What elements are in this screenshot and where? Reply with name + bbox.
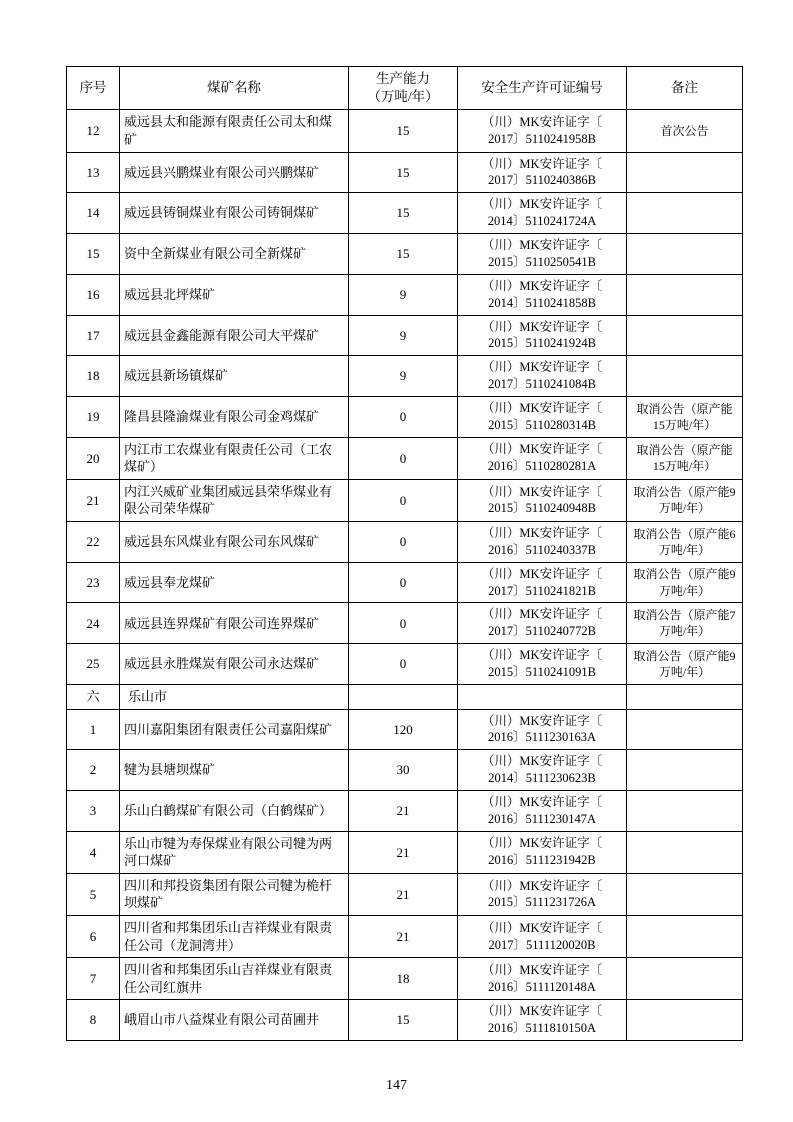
safety-license-number bbox=[458, 831, 627, 873]
license-line2: 2015〕5110280314B bbox=[488, 417, 596, 432]
row-index: 4 bbox=[67, 831, 120, 873]
row-index: 20 bbox=[67, 437, 120, 479]
table-row bbox=[67, 193, 743, 234]
table-row bbox=[67, 397, 743, 438]
mine-name: 资中全新煤业有限公司全新煤矿 bbox=[120, 234, 349, 275]
table-row bbox=[67, 521, 743, 562]
mine-name: 峨眉山市八益煤业有限公司苗圃井 bbox=[120, 1000, 349, 1041]
remark: 取消公告（原产能9万吨/年） bbox=[627, 479, 743, 521]
production-capacity: 120 bbox=[349, 709, 458, 750]
production-capacity: 30 bbox=[349, 750, 458, 791]
license-line2: 2017〕5110240386B bbox=[488, 173, 596, 188]
safety-license-number bbox=[458, 644, 627, 685]
row-index: 2 bbox=[67, 750, 120, 791]
row-index: 16 bbox=[67, 274, 120, 315]
remark: 取消公告（原产能15万吨/年） bbox=[627, 437, 743, 479]
license-line1: （川）MK安许证字〔 bbox=[481, 607, 603, 622]
remark bbox=[627, 356, 743, 397]
license-line1: （川）MK安许证字〔 bbox=[481, 795, 603, 810]
license-line2: 2017〕5110241958B bbox=[488, 131, 596, 146]
remark bbox=[627, 831, 743, 873]
safety-license-number bbox=[458, 152, 627, 193]
safety-license-number bbox=[458, 397, 627, 438]
production-capacity: 21 bbox=[349, 873, 458, 915]
mine-name: 威远县连界煤矿有限公司连界煤矿 bbox=[120, 603, 349, 644]
safety-license-number bbox=[458, 750, 627, 791]
safety-license-number bbox=[458, 110, 627, 152]
license-line2: 2015〕5110240948B bbox=[488, 501, 596, 516]
row-index: 7 bbox=[67, 958, 120, 1000]
safety-license-number bbox=[458, 437, 627, 479]
row-index: 23 bbox=[67, 562, 120, 603]
mine-name: 乐山市犍为寿保煤业有限公司犍为两河口煤矿 bbox=[120, 831, 349, 873]
column-header-name: 煤矿名称 bbox=[120, 67, 349, 110]
safety-license-number bbox=[458, 562, 627, 603]
row-index: 21 bbox=[67, 479, 120, 521]
mine-name: 四川省和邦集团乐山吉祥煤业有限责任公司（龙洞湾井） bbox=[120, 915, 349, 957]
column-header-no: 序号 bbox=[67, 67, 120, 110]
license-line2: 2016〕5111231942B bbox=[488, 853, 596, 868]
production-capacity: 9 bbox=[349, 315, 458, 356]
production-capacity: 0 bbox=[349, 562, 458, 603]
table-header bbox=[67, 67, 743, 110]
row-index: 5 bbox=[67, 873, 120, 915]
table-group-row bbox=[67, 684, 743, 709]
row-index: 25 bbox=[67, 644, 120, 685]
license-line2: 2016〕5111120148A bbox=[488, 979, 596, 994]
safety-license-number bbox=[458, 521, 627, 562]
safety-license-number bbox=[458, 915, 627, 957]
mine-name: 威远县金鑫能源有限公司大平煤矿 bbox=[120, 315, 349, 356]
license-line2: 2017〕5111120020B bbox=[488, 937, 596, 952]
license-line2: 2014〕5111230623B bbox=[488, 771, 596, 786]
table-header-row bbox=[67, 67, 743, 110]
license-line1: （川）MK安许证字〔 bbox=[481, 401, 603, 416]
remark bbox=[627, 791, 743, 832]
row-index: 12 bbox=[67, 110, 120, 152]
table-row bbox=[67, 110, 743, 152]
row-index: 17 bbox=[67, 315, 120, 356]
mine-name: 威远县新场镇煤矿 bbox=[120, 356, 349, 397]
safety-license-number bbox=[458, 356, 627, 397]
production-capacity: 0 bbox=[349, 603, 458, 644]
production-capacity: 15 bbox=[349, 152, 458, 193]
production-capacity: 0 bbox=[349, 521, 458, 562]
license-line2: 2017〕5110240772B bbox=[488, 624, 596, 639]
license-line1: （川）MK安许证字〔 bbox=[481, 197, 603, 212]
table-row bbox=[67, 234, 743, 275]
license-line2: 2017〕5110241821B bbox=[488, 583, 596, 598]
table-row bbox=[67, 274, 743, 315]
row-index: 3 bbox=[67, 791, 120, 832]
mine-name: 威远县太和能源有限责任公司太和煤矿 bbox=[120, 110, 349, 152]
row-index: 24 bbox=[67, 603, 120, 644]
production-capacity: 9 bbox=[349, 274, 458, 315]
table-row bbox=[67, 831, 743, 873]
safety-license-number bbox=[458, 958, 627, 1000]
column-header-capacity-line2: （万吨/年） bbox=[367, 89, 439, 105]
production-capacity: 0 bbox=[349, 437, 458, 479]
row-index: 19 bbox=[67, 397, 120, 438]
table-row bbox=[67, 479, 743, 521]
license-line1: （川）MK安许证字〔 bbox=[481, 442, 603, 457]
remark bbox=[627, 234, 743, 275]
production-capacity: 0 bbox=[349, 397, 458, 438]
production-capacity: 21 bbox=[349, 831, 458, 873]
license-line1: （川）MK安许证字〔 bbox=[481, 238, 603, 253]
mine-name: 犍为县塘坝煤矿 bbox=[120, 750, 349, 791]
remark: 首次公告 bbox=[627, 110, 743, 152]
safety-license-number bbox=[458, 315, 627, 356]
license-line2: 2014〕5110241724A bbox=[487, 214, 597, 229]
row-index: 8 bbox=[67, 1000, 120, 1041]
mine-name: 内江兴威矿业集团威远县荣华煤业有限公司荣华煤矿 bbox=[120, 479, 349, 521]
mine-name: 内江市工农煤业有限责任公司（工农煤矿） bbox=[120, 437, 349, 479]
license-line1: （川）MK安许证字〔 bbox=[481, 278, 603, 293]
table-row bbox=[67, 791, 743, 832]
remark bbox=[627, 274, 743, 315]
mine-name: 威远县奉龙煤矿 bbox=[120, 562, 349, 603]
table-row bbox=[67, 562, 743, 603]
production-capacity: 9 bbox=[349, 356, 458, 397]
row-index: 18 bbox=[67, 356, 120, 397]
row-index: 6 bbox=[67, 915, 120, 957]
table-row bbox=[67, 356, 743, 397]
license-line2: 2015〕5110241924B bbox=[488, 336, 596, 351]
license-line1: （川）MK安许证字〔 bbox=[481, 713, 603, 728]
license-line1: （川）MK安许证字〔 bbox=[481, 115, 603, 130]
license-line2: 2015〕5110250541B bbox=[488, 254, 596, 269]
license-line2: 2016〕5111230163A bbox=[487, 730, 597, 745]
table-row bbox=[67, 709, 743, 750]
remark bbox=[627, 958, 743, 1000]
mine-name: 威远县北坪煤矿 bbox=[120, 274, 349, 315]
mine-name: 隆昌县隆渝煤业有限公司金鸡煤矿 bbox=[120, 397, 349, 438]
table-row bbox=[67, 603, 743, 644]
license-line1: （川）MK安许证字〔 bbox=[481, 360, 603, 375]
license-line2: 2016〕5111230147A bbox=[487, 811, 597, 826]
production-capacity: 15 bbox=[349, 1000, 458, 1041]
table-row bbox=[67, 152, 743, 193]
license-line1: （川）MK安许证字〔 bbox=[481, 319, 603, 334]
table-row bbox=[67, 437, 743, 479]
safety-license-number bbox=[458, 603, 627, 644]
page-number: 147 bbox=[386, 1078, 407, 1093]
remark bbox=[627, 709, 743, 750]
row-index: 1 bbox=[67, 709, 120, 750]
mine-name: 四川嘉阳集团有限责任公司嘉阳煤矿 bbox=[120, 709, 349, 750]
remark bbox=[627, 152, 743, 193]
safety-license-number bbox=[458, 274, 627, 315]
mine-name: 威远县东风煤业有限公司东风煤矿 bbox=[120, 521, 349, 562]
license-line2: 2016〕5111810150A bbox=[487, 1021, 597, 1036]
row-index: 22 bbox=[67, 521, 120, 562]
license-line2: 2015〕5110241091B bbox=[488, 665, 596, 680]
license-line1: （川）MK安许证字〔 bbox=[481, 754, 603, 769]
license-line2: 2014〕5110241858B bbox=[488, 295, 596, 310]
license-line1: （川）MK安许证字〔 bbox=[481, 525, 603, 540]
table-body bbox=[67, 110, 743, 1040]
license-line2: 2016〕5110280281A bbox=[487, 459, 597, 474]
production-capacity: 18 bbox=[349, 958, 458, 1000]
production-capacity: 21 bbox=[349, 791, 458, 832]
license-line1: （川）MK安许证字〔 bbox=[481, 566, 603, 581]
column-header-license: 安全生产许可证编号 bbox=[458, 67, 627, 110]
remark bbox=[627, 1000, 743, 1041]
mine-name: 乐山白鹤煤矿有限公司（白鹤煤矿） bbox=[120, 791, 349, 832]
production-capacity: 15 bbox=[349, 110, 458, 152]
table-row bbox=[67, 873, 743, 915]
production-capacity: 21 bbox=[349, 915, 458, 957]
production-capacity: 15 bbox=[349, 234, 458, 275]
row-index: 13 bbox=[67, 152, 120, 193]
safety-license-number bbox=[458, 479, 627, 521]
group-license-blank bbox=[458, 684, 627, 709]
mine-name: 威远县铸铜煤业有限公司铸铜煤矿 bbox=[120, 193, 349, 234]
remark bbox=[627, 750, 743, 791]
column-header-capacity bbox=[349, 67, 458, 110]
license-line2: 2015〕5111231726A bbox=[487, 895, 597, 910]
license-line1: （川）MK安许证字〔 bbox=[481, 878, 603, 893]
mine-name: 四川和邦投资集团有限公司犍为桅杆坝煤矿 bbox=[120, 873, 349, 915]
safety-license-number bbox=[458, 873, 627, 915]
group-label: 乐山市 bbox=[120, 684, 349, 709]
column-header-note: 备注 bbox=[627, 67, 743, 110]
group-capacity-blank bbox=[349, 684, 458, 709]
license-line1: （川）MK安许证字〔 bbox=[481, 836, 603, 851]
safety-license-number bbox=[458, 1000, 627, 1041]
mine-name: 威远县永胜煤炭有限公司永达煤矿 bbox=[120, 644, 349, 685]
row-index: 14 bbox=[67, 193, 120, 234]
table-row bbox=[67, 958, 743, 1000]
mine-name: 威远县兴鹏煤业有限公司兴鹏煤矿 bbox=[120, 152, 349, 193]
remark bbox=[627, 193, 743, 234]
remark: 取消公告（原产能9万吨/年） bbox=[627, 644, 743, 685]
production-capacity: 0 bbox=[349, 479, 458, 521]
remark bbox=[627, 315, 743, 356]
remark: 取消公告（原产能7万吨/年） bbox=[627, 603, 743, 644]
remark bbox=[627, 873, 743, 915]
license-line1: （川）MK安许证字〔 bbox=[481, 920, 603, 935]
license-line1: （川）MK安许证字〔 bbox=[481, 648, 603, 663]
license-line1: （川）MK安许证字〔 bbox=[481, 484, 603, 499]
column-header-capacity-line1: 生产能力 bbox=[376, 71, 430, 86]
license-line1: （川）MK安许证字〔 bbox=[481, 962, 603, 977]
remark: 取消公告（原产能6万吨/年） bbox=[627, 521, 743, 562]
safety-license-number bbox=[458, 709, 627, 750]
license-line1: （川）MK安许证字〔 bbox=[481, 156, 603, 171]
license-line2: 2016〕5110240337B bbox=[488, 542, 596, 557]
license-line1: （川）MK安许证字〔 bbox=[481, 1004, 603, 1019]
table-row bbox=[67, 644, 743, 685]
group-note-blank bbox=[627, 684, 743, 709]
coal-mine-table bbox=[66, 66, 743, 1041]
table-row bbox=[67, 915, 743, 957]
safety-license-number bbox=[458, 791, 627, 832]
group-index: 六 bbox=[67, 684, 120, 709]
table-row bbox=[67, 315, 743, 356]
remark: 取消公告（原产能9万吨/年） bbox=[627, 562, 743, 603]
safety-license-number bbox=[458, 193, 627, 234]
production-capacity: 0 bbox=[349, 644, 458, 685]
license-line2: 2017〕5110241084B bbox=[488, 377, 596, 392]
production-capacity: 15 bbox=[349, 193, 458, 234]
row-index: 15 bbox=[67, 234, 120, 275]
remark bbox=[627, 915, 743, 957]
mine-name: 四川省和邦集团乐山吉祥煤业有限责任公司红旗井 bbox=[120, 958, 349, 1000]
remark: 取消公告（原产能15万吨/年） bbox=[627, 397, 743, 438]
safety-license-number bbox=[458, 234, 627, 275]
table-row bbox=[67, 1000, 743, 1041]
table-row bbox=[67, 750, 743, 791]
